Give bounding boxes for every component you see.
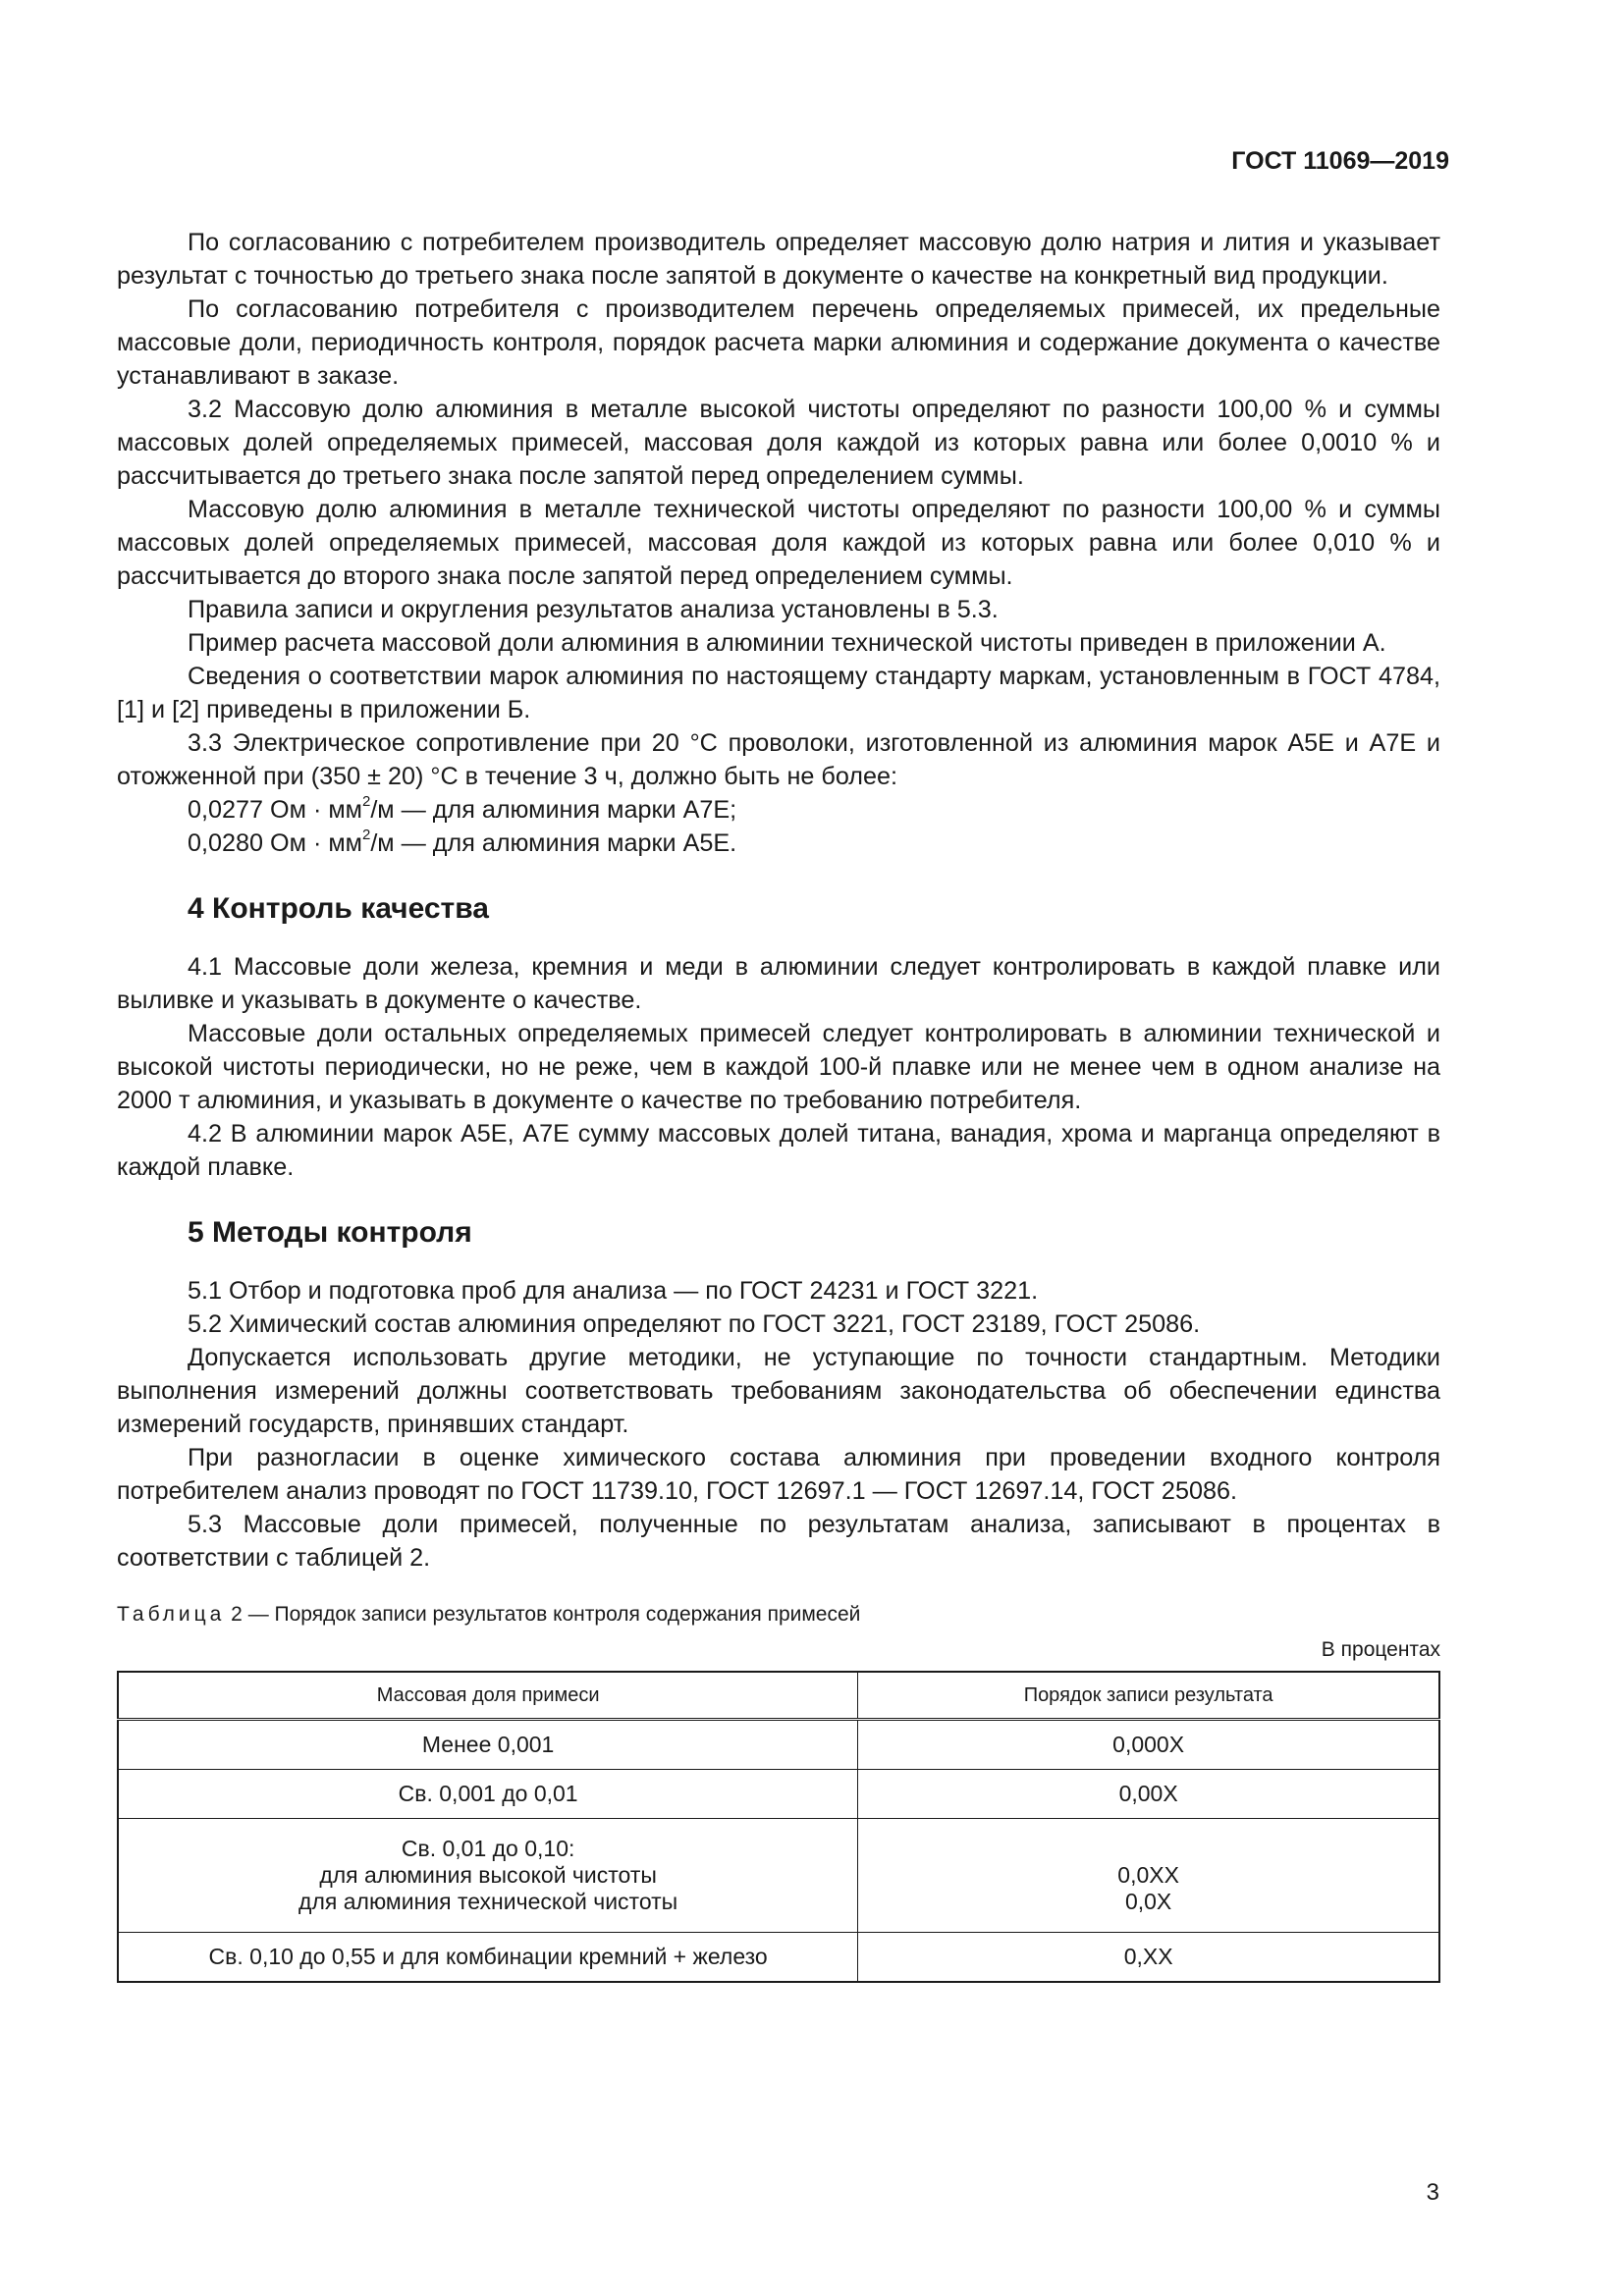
paragraph: 4.2 В алюминии марок А5Е, А7Е сумму массовых долей титана, ванадия, хрома и марганца определяют в каждой плавке. <box>117 1120 1440 1181</box>
paragraph: 4.1 Массовые доли железа, кремния и меди в алюминии следует контролировать в каждой плавке или выливке и указывать в документе о качестве. <box>117 953 1440 1014</box>
paragraph: Массовые доли остальных определяемых примесей следует контролировать в алюминии технической и высокой чистоты периодически, но не реже, чем в каждой 100-й плавке или не менее чем в одном анализе на 2000 т алюминия, и указывать в документе о качестве по требованию потребителя. <box>117 1020 1440 1114</box>
paragraph: 5.3 Массовые доли примесей, полученные по результатам анализа, записывают в процентах в соответствии с таблицей 2. <box>117 1511 1440 1572</box>
table-row <box>118 1933 1439 1983</box>
table-caption: Таблица 2 — Порядок записи результатов контроля содержания примесей <box>117 1603 861 1626</box>
paragraph: При разногласии в оценке химического состава алюминия при проведении входного контроля потребителем анализ проводят по ГОСТ 11739.10, ГОСТ 12697.1 — ГОСТ 12697.14, ГОСТ 25086. <box>117 1444 1440 1505</box>
document-body <box>117 226 1440 1983</box>
paragraph: 5.2 Химический состав алюминия определяют по ГОСТ 3221, ГОСТ 23189, ГОСТ 25086. <box>188 1310 1201 1338</box>
section-heading: 4 Контроль качества <box>188 892 489 925</box>
table-row <box>118 1819 1439 1933</box>
table-row <box>118 1770 1439 1819</box>
paragraph: Правила записи и округления результатов анализа установлены в 5.3. <box>188 596 999 623</box>
resistance-line: 0,0280 Ом · $мм^2/м$ — для алюминия марки А5Е. <box>188 826 737 857</box>
paragraph: 3.3 Электрическое сопротивление при 20 °С проволоки, изготовленной из алюминия марок А5Е и А7Е и отожженной при (350 ± 20) °С в течение 3 ч, должно быть не более: <box>117 729 1440 790</box>
table-cell: Менее 0,001 <box>118 1720 858 1770</box>
paragraph: 3.2 Массовую долю алюминия в металле высокой чистоты определяют по разности 100,00 % и суммы массовых долей определяемых примесей, массовая доля каждой из которых равна или более 0,0010 % и рассчитывается до третьего знака после запятой перед определением суммы. <box>117 396 1440 490</box>
section-heading: 5 Методы контроля <box>188 1216 472 1249</box>
paragraph: Пример расчета массовой доли алюминия в алюминии технической чистоты приведен в приложении А. <box>188 629 1386 657</box>
paragraph: Допускается использовать другие методики, не уступающие по точности стандартным. Методики выполнения измерений должны соответствовать требованиям законодательства об обеспечении единства измерений государств, принявших стандарт. <box>117 1344 1440 1438</box>
paragraph: По согласованию с потребителем производитель определяет массовую долю натрия и лития и указывает результат с точностью до третьего знака после запятой в документе о качестве на конкретный вид продукции. <box>117 229 1440 290</box>
paragraph: Массовую долю алюминия в металле технической чистоты определяют по разности 100,00 % и суммы массовых долей определяемых примесей, массовая доля каждой из которых равна или более 0,010 % и рассчитывается до второго знака после запятой перед определением суммы. <box>117 496 1440 590</box>
results-table <box>117 1671 1440 1983</box>
document-code: ГОСТ 11069—2019 <box>1231 147 1449 175</box>
table-cell: Св. 0,001 до 0,01 <box>118 1770 858 1819</box>
column-header: Порядок записи результата <box>858 1672 1439 1720</box>
page-number: 3 <box>1426 2179 1439 2206</box>
table-header-row <box>118 1672 1439 1720</box>
column-header: Массовая доля примеси <box>118 1672 858 1720</box>
paragraph: 5.1 Отбор и подготовка проб для анализа — по ГОСТ 24231 и ГОСТ 3221. <box>188 1277 1039 1305</box>
table-unit: В процентах <box>1321 1638 1440 1661</box>
table-cell: 0,ХХ <box>858 1933 1439 1983</box>
table-row <box>118 1720 1439 1770</box>
table-cell: 0,000Х <box>858 1720 1439 1770</box>
table-cell: Св. 0,01 до 0,10: для алюминия высокой чистоты для алюминия технической чистоты <box>118 1819 858 1933</box>
table-cell: Св. 0,10 до 0,55 и для комбинации кремний + железо <box>118 1933 858 1983</box>
resistance-line: 0,0277 Ом · $мм^2/м$ — для алюминия марки А7Е; <box>188 792 737 824</box>
paragraph: По согласованию потребителя с производителем перечень определяемых примесей, их предельные массовые доли, периодичность контроля, порядок расчета марки алюминия и содержание документа о качестве устанавливают в заказе. <box>117 295 1440 390</box>
paragraph: Сведения о соответствии марок алюминия по настоящему стандарту маркам, установленным в ГОСТ 4784, [1] и [2] приведены в приложении Б. <box>117 663 1440 723</box>
table-cell: 0,0ХХ 0,0Х <box>858 1819 1439 1933</box>
table-cell: 0,00Х <box>858 1770 1439 1819</box>
